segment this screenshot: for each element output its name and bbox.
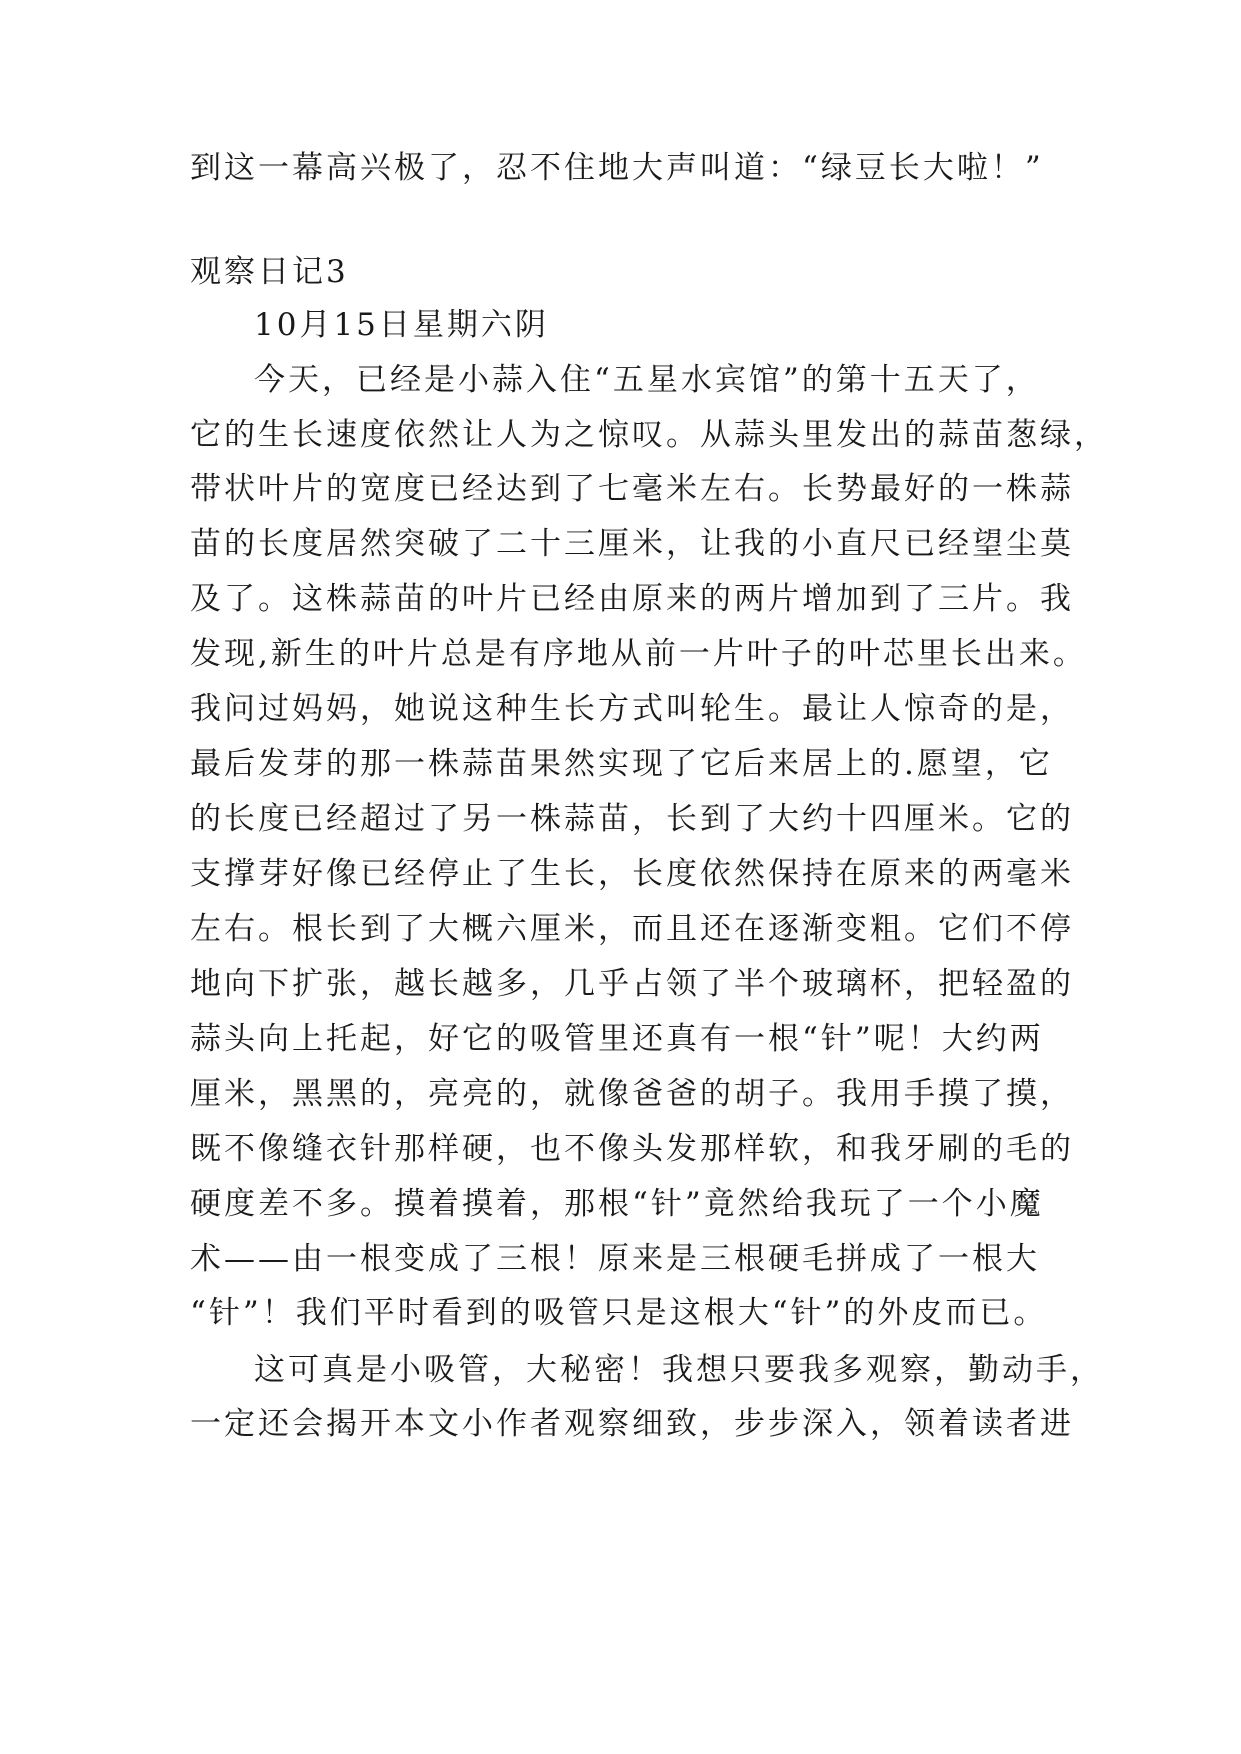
paragraph1-line-14: 厘米，黑黑的，亮亮的，就像爸爸的胡子。我用手摸了摸， [190, 1076, 1074, 1112]
paragraph1-line-18: “针”！我们平时看到的吸管只是这根大“针”的外皮而已。 [190, 1295, 1048, 1331]
paragraph1-line-9: 的长度已经超过了另一株蒜苗，长到了大约十四厘米。它的 [190, 801, 1074, 837]
section-title: 观察日记3 [190, 254, 349, 290]
paragraph1-line-7: 我问过妈妈，她说这种生长方式叫轮生。最让人惊奇的是， [190, 691, 1074, 727]
paragraph2-line-1: 这可真是小吸管，大秘密！我想只要我多观察，勤动手， [254, 1352, 1104, 1388]
paragraph1-line-3: 带状叶片的宽度已经达到了七毫米左右。长势最好的一株蒜 [190, 471, 1074, 507]
paragraph1-line-11: 左右。根长到了大概六厘米，而且还在逐渐变粗。它们不停 [190, 911, 1074, 947]
paragraph1-line-10: 支撑芽好像已经停止了生长，长度依然保持在原来的两毫米 [190, 856, 1074, 892]
paragraph1-line-6: 发现,新生的叶片总是有序地从前一片叶子的叶芯里长出来。 [190, 636, 1087, 672]
paragraph2-line-2: 一定还会揭开本文小作者观察细致，步步深入，领着读者进 [190, 1406, 1074, 1442]
paragraph1-line-12: 地向下扩张，越长越多，几乎占领了半个玻璃杯，把轻盈的 [190, 966, 1074, 1002]
paragraph1-line-2: 它的生长速度依然让人为之惊叹。从蒜头里发出的蒜苗葱绿， [190, 417, 1108, 453]
paragraph1-line-17: 术——由一根变成了三根！原来是三根硬毛拼成了一根大 [190, 1241, 1040, 1277]
paragraph1-line-1: 今天，已经是小蒜入住“五星水宾馆”的第十五天了， [254, 362, 1040, 398]
paragraph1-line-5: 及了。这株蒜苗的叶片已经由原来的两片增加到了三片。我 [190, 581, 1074, 617]
date-line: 10月15日星期六阴 [254, 307, 549, 343]
paragraph1-line-13: 蒜头向上托起，好它的吸管里还真有一根“针”呢！大约两 [190, 1021, 1044, 1057]
paragraph1-line-8: 最后发芽的那一株蒜苗果然实现了它后来居上的.愿望，它 [190, 746, 1053, 782]
paragraph1-line-4: 苗的长度居然突破了二十三厘米，让我的小直尺已经望尘莫 [190, 526, 1074, 562]
paragraph1-line-15: 既不像缝衣针那样硬，也不像头发那样软，和我牙刷的毛的 [190, 1131, 1074, 1167]
paragraph1-line-16: 硬度差不多。摸着摸着，那根“针”竟然给我玩了一个小魔 [190, 1186, 1044, 1222]
intro-line: 到这一幕高兴极了，忍不住地大声叫道：“绿豆长大啦！” [190, 150, 1044, 186]
